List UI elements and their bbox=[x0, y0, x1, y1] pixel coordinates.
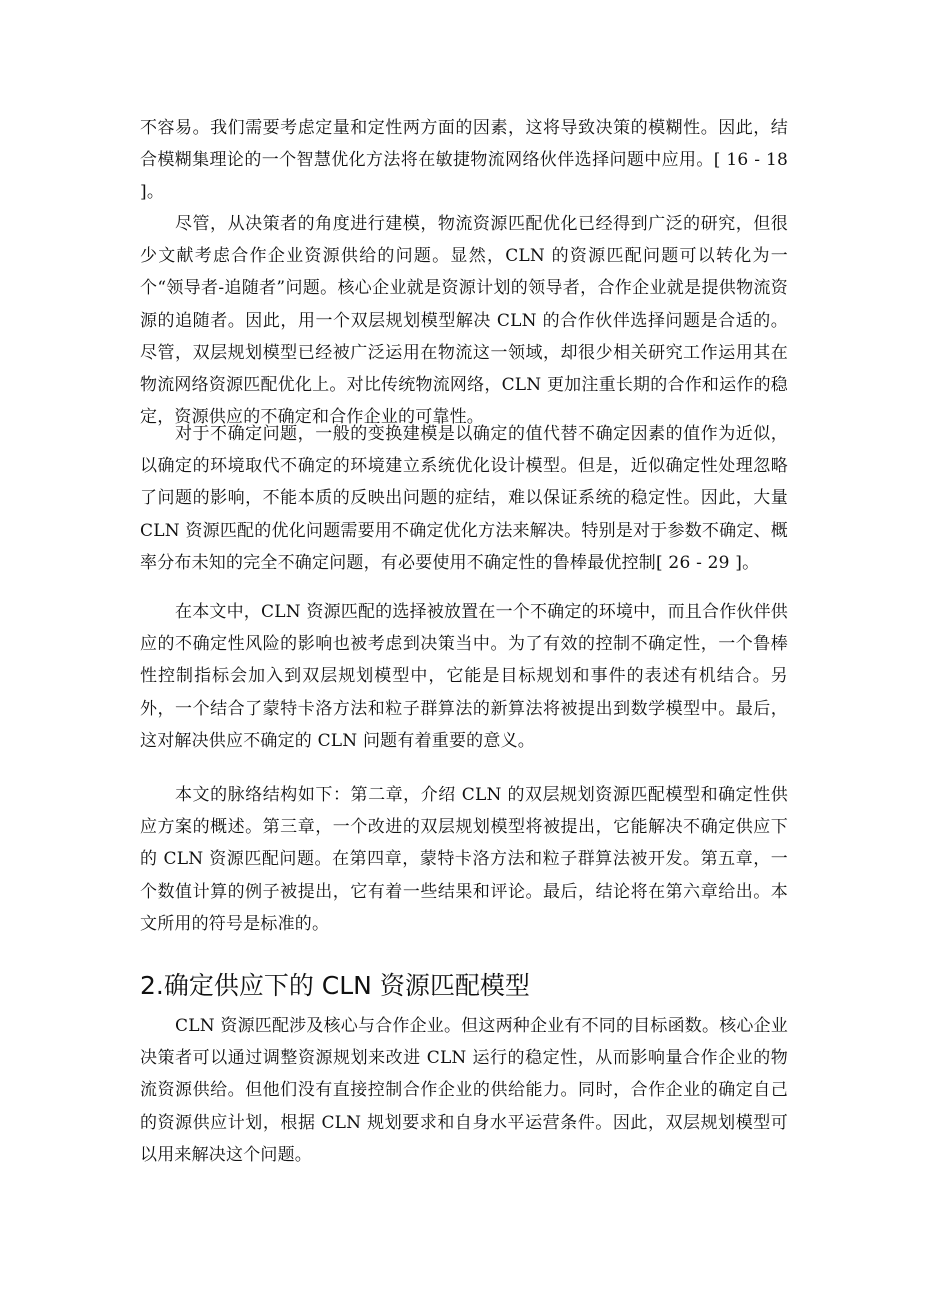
paragraph-structure: 本文的脉络结构如下：第二章，介绍 CLN 的双层规划资源匹配模型和确定性供应方案的概述。第三章，一个改进的双层规划模型将被提出，它能解决不确定供应下的 CLN 资源匹配问题。在第四章，蒙特卡洛方法和粒子群算法被开发。第五章，一个数值计算的例子被提出，它有着一些结果和评论。最后，结论将在第六章给出。本文所用的符号是标准的。 bbox=[140, 785, 788, 934]
paragraph-uncertainty: 对于不确定问题，一般的变换建模是以确定的值代替不确定因素的值作为近似，以确定的环境取代不确定的环境建立系统优化设计模型。但是，近似确定性处理忽略了问题的影响，不能本质的反映出问题的症结，难以保证系统的稳定性。因此，大量 CLN 资源匹配的优化问题需要用不确定优化方法来解决。特别是对于参数不确定、概率分布未知的完全不确定问题，有必要使用不确定性的鲁棒最优控制[ 26 - 29 ]。 bbox=[140, 424, 788, 573]
section-heading: 2.确定供应下的 CLN 资源匹配模型 bbox=[140, 971, 530, 1000]
paragraph-section2-body: CLN 资源匹配涉及核心与合作企业。但这两种企业有不同的目标函数。核心企业决策者可以通过调整资源规划来改进 CLN 运行的稳定性，从而影响量合作企业的物流资源供给。但他们没有直接控制合作企业的供给能力。同时，合作企业的确定自己的资源供应计划，根据 CLN 规划要求和自身水平运营条件。因此，双层规划模型可以用来解决这个问题。 bbox=[140, 1016, 788, 1165]
paragraph-contribution: 在本文中，CLN 资源匹配的选择被放置在一个不确定的环境中，而且合作伙伴供应的不确定性风险的影响也被考虑到决策当中。为了有效的控制不确定性，一个鲁棒性控制指标会加入到双层规划模型中，它能是目标规划和事件的表述有机结合。另外，一个结合了蒙特卡洛方法和粒子群算法的新算法将被提出到数学模型中。最后，这对解决供应不确定的 CLN 问题有着重要的意义。 bbox=[140, 602, 788, 751]
paragraph-literature-review: 尽管，从决策者的角度进行建模，物流资源匹配优化已经得到广泛的研究，但很少文献考虑合作企业资源供给的问题。显然，CLN 的资源匹配问题可以转化为一个“领导者-追随者”问题。核心企业就是资源计划的领导者，合作企业就是提供物流资源的追随者。因此，用一个双层规划模型解决 CLN 的合作伙伴选择问题是合适的。尽管，双层规划模型已经被广泛运用在物流这一领域，却很少相关研究工作运用其在物流网络资源匹配优化上。对比传统物流网络，CLN 更加注重长期的合作和运作的稳定，资源供应的不确定和合作企业的可靠性。 bbox=[140, 214, 788, 428]
paragraph-intro-continuation: 不容易。我们需要考虑定量和定性两方面的因素，这将导致决策的模糊性。因此，结合模糊集理论的一个智慧优化方法将在敏捷物流网络伙伴选择问题中应用。[ 16 - 18 ]。 bbox=[140, 118, 788, 203]
